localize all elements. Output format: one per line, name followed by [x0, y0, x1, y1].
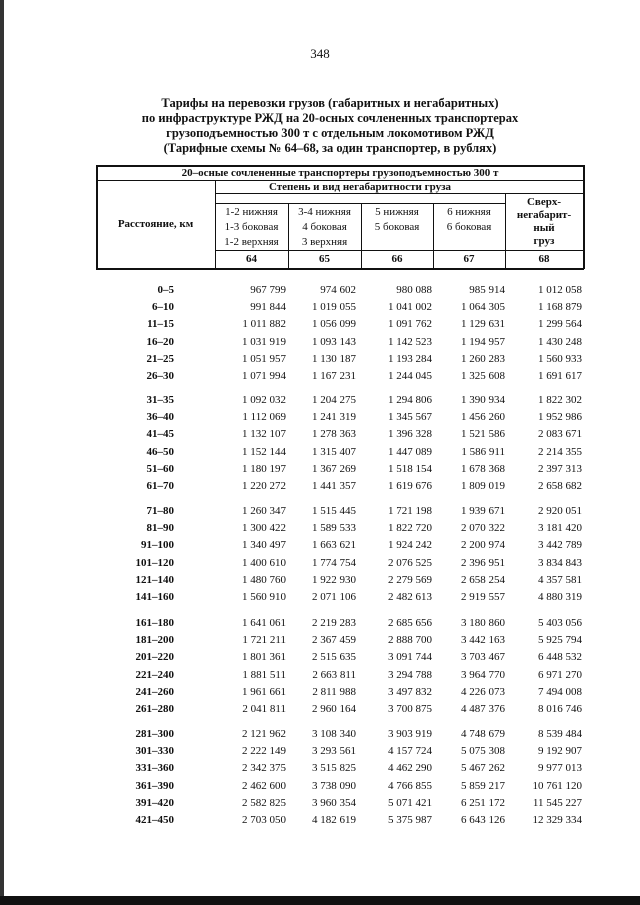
scheme-68-cell: 2 920 051	[538, 505, 582, 517]
scheme-65-cell: 3 738 090	[312, 779, 356, 792]
distance-cell: 26–30	[146, 370, 174, 382]
header-distance: Расстояние, км	[117, 218, 194, 230]
scheme-68-cell: 3 181 420	[538, 522, 582, 535]
table-row	[0, 651, 640, 668]
scheme-66-cell: 4 766 855	[388, 779, 432, 792]
distance-cell: 46–50	[146, 445, 174, 458]
scheme-68-cell: 1 299 564	[538, 318, 582, 331]
scheme-65-cell: 1 093 143	[312, 335, 356, 348]
table-row	[0, 428, 640, 445]
scheme-65-cell: 3 515 825	[312, 762, 356, 775]
header-col-65	[288, 205, 361, 250]
scheme-67-cell: 1 064 305	[461, 301, 505, 314]
scheme-68-cell: 5 925 794	[538, 634, 582, 647]
scheme-65-cell: 2 515 635	[312, 651, 356, 664]
scheme-64-cell: 1 260 347	[242, 505, 286, 517]
scheme-67-cell: 2 658 254	[461, 573, 505, 586]
scheme-68-cell: 9 977 013	[538, 762, 582, 775]
scheme-68-cell: 4 880 319	[538, 591, 582, 603]
scheme-65-cell: 2 960 164	[312, 703, 356, 715]
scheme-67-cell: 5 859 217	[461, 779, 505, 792]
scheme-67-cell: 1 129 631	[461, 318, 505, 331]
scheme-64-cell: 1 031 919	[242, 335, 286, 348]
scheme-67-cell: 4 226 073	[461, 685, 505, 698]
scheme-68-cell: 7 494 008	[538, 685, 582, 698]
table-row	[0, 284, 640, 301]
scheme-67-cell: 3 180 860	[461, 617, 505, 629]
scheme-68-cell: 11 545 227	[532, 796, 582, 809]
distance-cell: 331–360	[135, 762, 174, 775]
scheme-65-cell: 1 315 407	[312, 445, 356, 458]
scheme-67-cell: 1 390 934	[461, 394, 505, 406]
header-line: 3 верхняя	[301, 236, 348, 248]
table-row	[0, 301, 640, 318]
scheme-66-cell: 1 142 523	[388, 335, 432, 348]
scheme-66-cell: 1 294 806	[388, 394, 432, 406]
scheme-66-cell: 1 924 242	[388, 539, 432, 552]
scheme-67-cell: 5 075 308	[461, 745, 505, 758]
header-line: 1-2 нижняя	[225, 206, 278, 218]
title-line: (Тарифные схемы № 64–68, за один транспортер, в рублях)	[163, 141, 497, 155]
scheme-66: 66	[391, 253, 403, 265]
distance-cell: 21–25	[146, 352, 174, 365]
scheme-67-cell: 4 748 679	[461, 728, 505, 740]
scheme-66-cell: 2 279 569	[388, 573, 432, 586]
scheme-66-cell: 1 721 198	[388, 505, 432, 517]
header-line: 6 боковая	[446, 221, 492, 233]
header-line: 6 нижняя	[447, 206, 491, 218]
scheme-68-cell: 9 192 907	[538, 745, 582, 758]
scheme-66-cell: 1 518 154	[388, 462, 432, 475]
table-row	[0, 669, 640, 686]
scheme-65-cell: 3 108 340	[312, 728, 356, 740]
distance-cell: 241–260	[135, 685, 174, 698]
header-line: груз	[533, 235, 555, 247]
table-row	[0, 505, 640, 522]
scheme-67-cell: 2 919 557	[461, 591, 505, 603]
table-row	[0, 780, 640, 797]
scheme-65-cell: 3 960 354	[312, 796, 356, 809]
scheme-67-cell: 1 586 911	[461, 445, 505, 458]
scheme-67: 67	[463, 253, 475, 265]
distance-cell: 51–60	[146, 462, 174, 475]
scheme-68-cell: 2 397 313	[538, 462, 582, 475]
scheme-64-cell: 1 011 882	[242, 318, 286, 331]
scheme-64-cell: 1 300 422	[242, 522, 286, 535]
scheme-65-cell: 1 130 187	[312, 352, 356, 365]
scheme-66-cell: 1 091 762	[388, 318, 432, 331]
table-row	[0, 634, 640, 651]
scheme-64-cell: 1 152 144	[242, 445, 286, 458]
scheme-67-cell: 2 396 951	[461, 556, 505, 569]
scheme-65-cell: 2 071 106	[312, 591, 356, 603]
scheme-64-cell: 1 051 957	[242, 352, 286, 365]
header-group-title: 20–осные сочлененные транспортеры грузоподъемностью 300 т	[181, 167, 499, 179]
scheme-66-cell: 2 685 656	[388, 617, 432, 629]
scheme-66-cell: 1 447 089	[388, 445, 432, 458]
table-row	[0, 762, 640, 779]
scheme-65-cell: 1 056 099	[312, 318, 356, 331]
scheme-65-cell: 1 922 930	[312, 573, 356, 586]
distance-cell: 261–280	[135, 703, 174, 715]
distance-cell: 11–15	[147, 318, 174, 331]
scheme-68-cell: 1 012 058	[538, 284, 582, 296]
scheme-64-cell: 2 703 050	[242, 814, 286, 826]
distance-cell: 91–100	[141, 539, 174, 552]
header-line: Сверх-	[526, 196, 562, 208]
scheme-66-cell: 1 396 328	[388, 428, 432, 441]
scheme-68-cell: 1 168 879	[538, 301, 582, 314]
table-row	[0, 480, 640, 497]
table-row	[0, 463, 640, 480]
scheme-64-cell: 2 462 600	[242, 779, 286, 792]
scheme-65-cell: 974 602	[320, 284, 356, 296]
scheme-68-cell: 3 834 843	[538, 556, 582, 569]
scheme-66-cell: 1 041 002	[388, 301, 432, 314]
scheme-64-cell: 1 480 760	[242, 573, 286, 586]
table-row	[0, 728, 640, 745]
distance-cell: 181–200	[135, 634, 174, 647]
header-line: 3-4 нижняя	[298, 206, 351, 218]
scheme-67-cell: 5 467 262	[461, 762, 505, 775]
distance-cell: 6–10	[152, 301, 174, 314]
scheme-66-cell: 2 482 613	[388, 591, 432, 603]
distance-cell: 61–70	[146, 480, 174, 492]
scheme-68-cell: 8 016 746	[538, 703, 582, 715]
scheme-68-cell: 4 357 581	[538, 573, 582, 586]
scheme-64: 64	[246, 253, 257, 265]
scheme-68-cell: 1 952 986	[538, 411, 582, 424]
scheme-68-cell: 1 560 933	[538, 352, 582, 365]
table-row	[0, 703, 640, 720]
table-row	[0, 557, 640, 574]
scheme-67-cell: 3 964 770	[461, 668, 505, 681]
scheme-67-cell: 1 456 260	[461, 411, 505, 424]
scheme-64-cell: 1 340 497	[242, 539, 286, 552]
table-row	[0, 336, 640, 353]
scheme-66-cell: 2 076 525	[388, 556, 432, 569]
header-col-67	[433, 205, 505, 235]
scheme-68-cell: 10 761 120	[532, 779, 582, 792]
scheme-65-cell: 1 241 319	[312, 411, 356, 424]
scheme-64-cell: 1 092 032	[242, 394, 286, 406]
scheme-65-cell: 1 774 754	[312, 556, 356, 569]
table-row	[0, 522, 640, 539]
scheme-66-cell: 1 244 045	[388, 370, 432, 382]
header-col-66	[361, 205, 433, 235]
scheme-66-cell: 1 619 676	[388, 480, 432, 492]
scheme-67-cell: 2 200 974	[461, 539, 505, 552]
distance-cell: 391–420	[135, 796, 174, 809]
scheme-67-cell: 2 070 322	[461, 522, 505, 535]
scheme-64-cell: 2 582 825	[242, 796, 286, 809]
scheme-64-cell: 2 041 811	[242, 703, 286, 715]
distance-cell: 221–240	[135, 668, 174, 681]
scheme-65-cell: 4 182 619	[312, 814, 356, 826]
table-row	[0, 574, 640, 591]
header-line: 5 нижняя	[375, 206, 419, 218]
scheme-67-cell: 1 809 019	[461, 480, 505, 492]
scheme-65-cell: 2 367 459	[312, 634, 356, 647]
scheme-65-cell: 1 019 055	[312, 301, 356, 314]
page-number: 348	[310, 46, 330, 61]
scheme-67-cell: 6 643 126	[461, 814, 505, 826]
table-row	[0, 686, 640, 703]
scheme-65-cell: 1 515 445	[312, 505, 356, 517]
scheme-65-cell: 2 663 811	[312, 668, 356, 681]
table-row	[0, 353, 640, 370]
scheme-68-cell: 8 539 484	[538, 728, 582, 740]
table-row	[0, 617, 640, 634]
scheme-65-cell: 1 167 231	[312, 370, 356, 382]
scheme-65-cell: 1 663 621	[312, 539, 356, 552]
scheme-67-cell: 3 442 163	[461, 634, 505, 647]
scheme-68-cell: 12 329 334	[532, 814, 582, 826]
scan-bottom-edge	[0, 896, 640, 905]
distance-cell: 71–80	[146, 505, 174, 517]
header-subgroup-title: Степень и вид негабаритности груза	[268, 181, 452, 193]
header-line: 4 боковая	[302, 221, 347, 233]
scheme-66-cell: 3 700 875	[388, 703, 432, 715]
title-line: грузоподъемностью 300 т с отдельным локомотивом РЖД	[166, 126, 494, 140]
scheme-64-cell: 967 799	[250, 284, 286, 296]
scheme-68-cell: 2 658 682	[538, 480, 582, 492]
scheme-68-cell: 5 403 056	[538, 617, 582, 629]
distance-cell: 36–40	[146, 411, 174, 424]
scheme-67-cell: 3 703 467	[461, 651, 505, 664]
scheme-65-cell: 2 219 283	[312, 617, 356, 629]
title-line: Тарифы на перевозки грузов (габаритных и негабаритных)	[161, 96, 499, 110]
header-line: 5 боковая	[374, 221, 420, 233]
scheme-64-cell: 1 220 272	[242, 480, 286, 492]
scheme-67-cell: 6 251 172	[461, 796, 505, 809]
distance-cell: 161–180	[135, 617, 174, 629]
header-col-68	[505, 196, 583, 248]
scheme-64-cell: 2 222 149	[242, 745, 286, 758]
header-line: ный	[533, 222, 555, 234]
scheme-68-cell: 1 430 248	[538, 335, 582, 348]
scheme-64-cell: 1 112 069	[242, 411, 286, 424]
distance-cell: 81–90	[146, 522, 174, 535]
distance-cell: 41–45	[146, 428, 174, 441]
scheme-67-cell: 1 194 957	[461, 335, 505, 348]
scheme-65-cell: 1 204 275	[312, 394, 356, 406]
table-row	[0, 814, 640, 831]
scheme-66-cell: 1 345 567	[388, 411, 432, 424]
table-row	[0, 411, 640, 428]
scheme-67-cell: 1 939 671	[461, 505, 505, 517]
scheme-68: 68	[538, 253, 550, 265]
scheme-68-cell: 2 083 671	[538, 428, 582, 441]
scheme-65: 65	[319, 253, 330, 265]
scheme-68-cell: 2 214 355	[538, 445, 582, 458]
scheme-65-cell: 1 441 357	[312, 480, 356, 492]
scheme-67-cell: 1 260 283	[461, 352, 505, 365]
title-line: по инфраструктуре РЖД на 20-осных сочлененных транспортерах	[141, 111, 519, 125]
scheme-65-cell: 3 293 561	[312, 745, 356, 758]
table-row	[0, 370, 640, 387]
scheme-68-cell: 3 442 789	[538, 539, 582, 552]
scheme-66-cell: 3 294 788	[388, 668, 432, 681]
distance-cell: 121–140	[135, 573, 174, 586]
table-row	[0, 446, 640, 463]
scheme-65-cell: 1 367 269	[312, 462, 356, 475]
scheme-64-cell: 2 121 962	[242, 728, 286, 740]
distance-cell: 31–35	[146, 394, 174, 406]
table-row	[0, 318, 640, 335]
table-row	[0, 539, 640, 556]
scheme-66-cell: 3 903 919	[388, 728, 432, 740]
scheme-66-cell: 5 071 421	[388, 796, 432, 809]
scheme-67-cell: 1 521 586	[461, 428, 505, 441]
scheme-68-cell: 6 448 532	[538, 651, 582, 664]
scheme-67-cell: 4 487 376	[461, 703, 505, 715]
distance-cell: 16–20	[146, 335, 174, 348]
distance-cell: 301–330	[135, 745, 174, 758]
distance-cell: 421–450	[135, 814, 174, 826]
scheme-64-cell: 1 071 994	[242, 370, 286, 382]
scheme-67-cell: 1 678 368	[461, 462, 505, 475]
distance-cell: 141–160	[135, 591, 174, 603]
scheme-67-cell: 985 914	[469, 284, 505, 296]
distance-cell: 281–300	[135, 728, 174, 740]
scheme-64-cell: 1 560 910	[242, 591, 286, 603]
scheme-66-cell: 5 375 987	[388, 814, 432, 826]
header-line: негабарит-	[516, 209, 572, 221]
scheme-64-cell: 1 641 061	[242, 617, 286, 629]
scheme-66-cell: 4 157 724	[388, 745, 432, 758]
scheme-64-cell: 1 400 610	[242, 556, 286, 569]
document-title	[100, 96, 560, 156]
scheme-66-cell: 1 193 284	[388, 352, 432, 365]
scheme-66-cell: 4 462 290	[388, 762, 432, 775]
scheme-64-cell: 1 132 107	[242, 428, 286, 441]
scheme-66-cell: 3 091 744	[388, 651, 432, 664]
scheme-67-cell: 1 325 608	[461, 370, 505, 382]
table-row	[0, 797, 640, 814]
distance-cell: 361–390	[135, 779, 174, 792]
distance-cell: 0–5	[157, 284, 174, 296]
header-col-64	[215, 205, 288, 250]
table-row	[0, 591, 640, 608]
table-row	[0, 394, 640, 411]
scheme-68-cell: 6 971 270	[538, 668, 582, 681]
scheme-65-cell: 1 278 363	[312, 428, 356, 441]
scheme-66-cell: 1 822 720	[388, 522, 432, 535]
scheme-64-cell: 1 801 361	[242, 651, 286, 664]
scheme-65-cell: 1 589 533	[312, 522, 356, 535]
scheme-64-cell: 1 721 211	[242, 634, 286, 647]
table-row	[0, 745, 640, 762]
scheme-66-cell: 3 497 832	[388, 685, 432, 698]
scheme-64-cell: 2 342 375	[242, 762, 286, 775]
scheme-66-cell: 980 088	[396, 284, 432, 296]
scheme-64-cell: 1 180 197	[242, 462, 286, 475]
scheme-64-cell: 1 881 511	[242, 668, 286, 681]
scheme-65-cell: 2 811 988	[312, 685, 356, 698]
scheme-66-cell: 2 888 700	[388, 634, 432, 647]
scheme-68-cell: 1 822 302	[538, 394, 582, 406]
distance-cell: 101–120	[135, 556, 174, 569]
distance-cell: 201–220	[135, 651, 174, 664]
scheme-64-cell: 991 844	[250, 301, 286, 314]
header-line: 1-2 верхняя	[224, 236, 279, 248]
scheme-68-cell: 1 691 617	[538, 370, 582, 382]
scheme-64-cell: 1 961 661	[242, 685, 286, 698]
header-line: 1-3 боковая	[224, 221, 279, 233]
